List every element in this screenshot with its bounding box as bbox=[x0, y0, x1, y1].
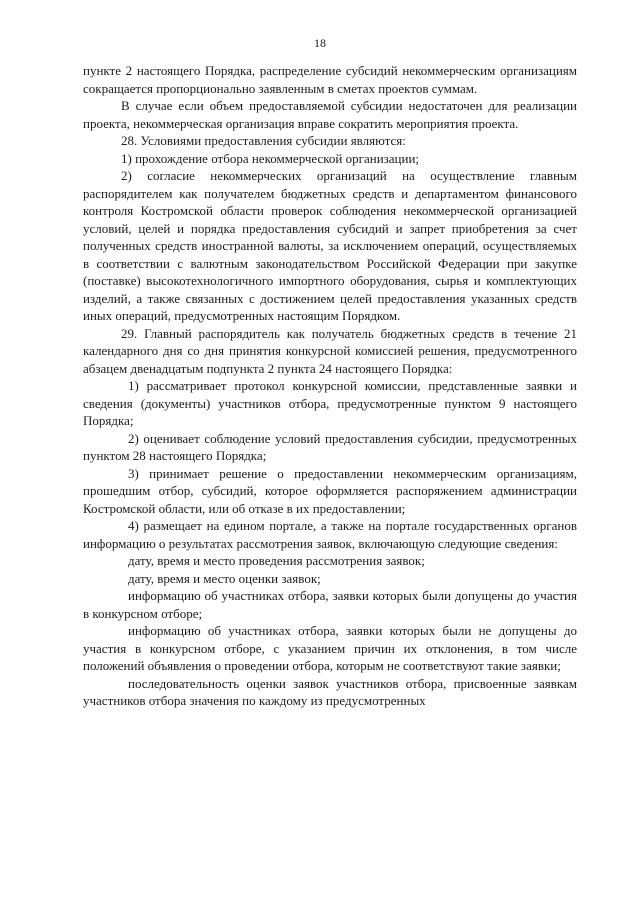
paragraph-9: 3) принимает решение о предоставлении некоммерческим организациям, прошедшим отбор, субсидий, которое оформляется распоряжением администрации Костромской области, или об отказе в их предоставлении; bbox=[83, 465, 577, 516]
page-number: 18 bbox=[314, 36, 326, 50]
document-body bbox=[83, 62, 577, 710]
paragraph-5: 2) согласие некоммерческих организаций на осуществление главным распорядителем как получателем бюджетных средств и департаментом финансового контроля Костромской области проверок соблюдения некоммерческой организацией условий, целей и порядка предоставления субсидий и запрет приобретения за счет полученных средств иностранной валюты, за исключением операций, осуществляемых в соответствии с валютным законодательством Российской Федерации при закупке (поставке) высокотехнологичного импортного оборудования, сырья и комплектующих изделий, а также связанных с достижением целей предоставления указанных средств иных операций, предусмотренных настоящим Порядком. bbox=[83, 168, 577, 323]
paragraph-14: информацию об участниках отбора, заявки которых были не допущены до участия в конкурсном отборе, с указанием причин их отклонения, в том числе положений объявления о проведении отбора, которым не соответствуют такие заявки; bbox=[83, 623, 577, 673]
paragraph-15: последовательность оценки заявок участников отбора, присвоенные заявкам участников отбора значения по каждому из предусмотренных bbox=[83, 675, 577, 708]
paragraph-6: 29. Главный распорядитель как получатель бюджетных средств в течение 21 календарного дня со дня принятия конкурсной комиссией решения, предусмотренного абзацем двенадцатым подпункта 2 пункта 24 настоящего Порядка: bbox=[83, 325, 577, 376]
paragraph-8: 2) оценивает соблюдение условий предоставления субсидии, предусмотренных пунктом 28 настоящего Порядка; bbox=[83, 430, 577, 463]
paragraph-11: дату, время и место проведения рассмотрения заявок; bbox=[128, 553, 425, 568]
paragraph-1: пункте 2 настоящего Порядка, распределение субсидий некоммерческим организациям сокращается пропорционально заявленным в сметах проектов суммам. bbox=[83, 63, 577, 96]
paragraph-10: 4) размещает на едином портале, а также на портале государственных органов информацию о результатах рассмотрения заявок, включающую следующие сведения: bbox=[83, 518, 577, 551]
paragraph-12: дату, время и место оценки заявок; bbox=[128, 570, 321, 586]
paragraph-7: 1) рассматривает протокол конкурсной комиссии, представленные заявки и сведения (документы) участников отбора, предусмотренные пунктом 9 настоящего Порядка; bbox=[83, 378, 577, 428]
paragraph-13: информацию об участниках отбора, заявки которых были допущены до участия в конкурсном отборе; bbox=[83, 588, 577, 621]
paragraph-2: В случае если объем предоставляемой субсидии недостаточен для реализации проекта, некоммерческая организация вправе сократить мероприятия проекта. bbox=[83, 98, 577, 131]
paragraph-3: 28. Условиями предоставления субсидии являются: bbox=[121, 133, 406, 148]
paragraph-4: 1) прохождение отбора некоммерческой организации; bbox=[121, 150, 420, 166]
